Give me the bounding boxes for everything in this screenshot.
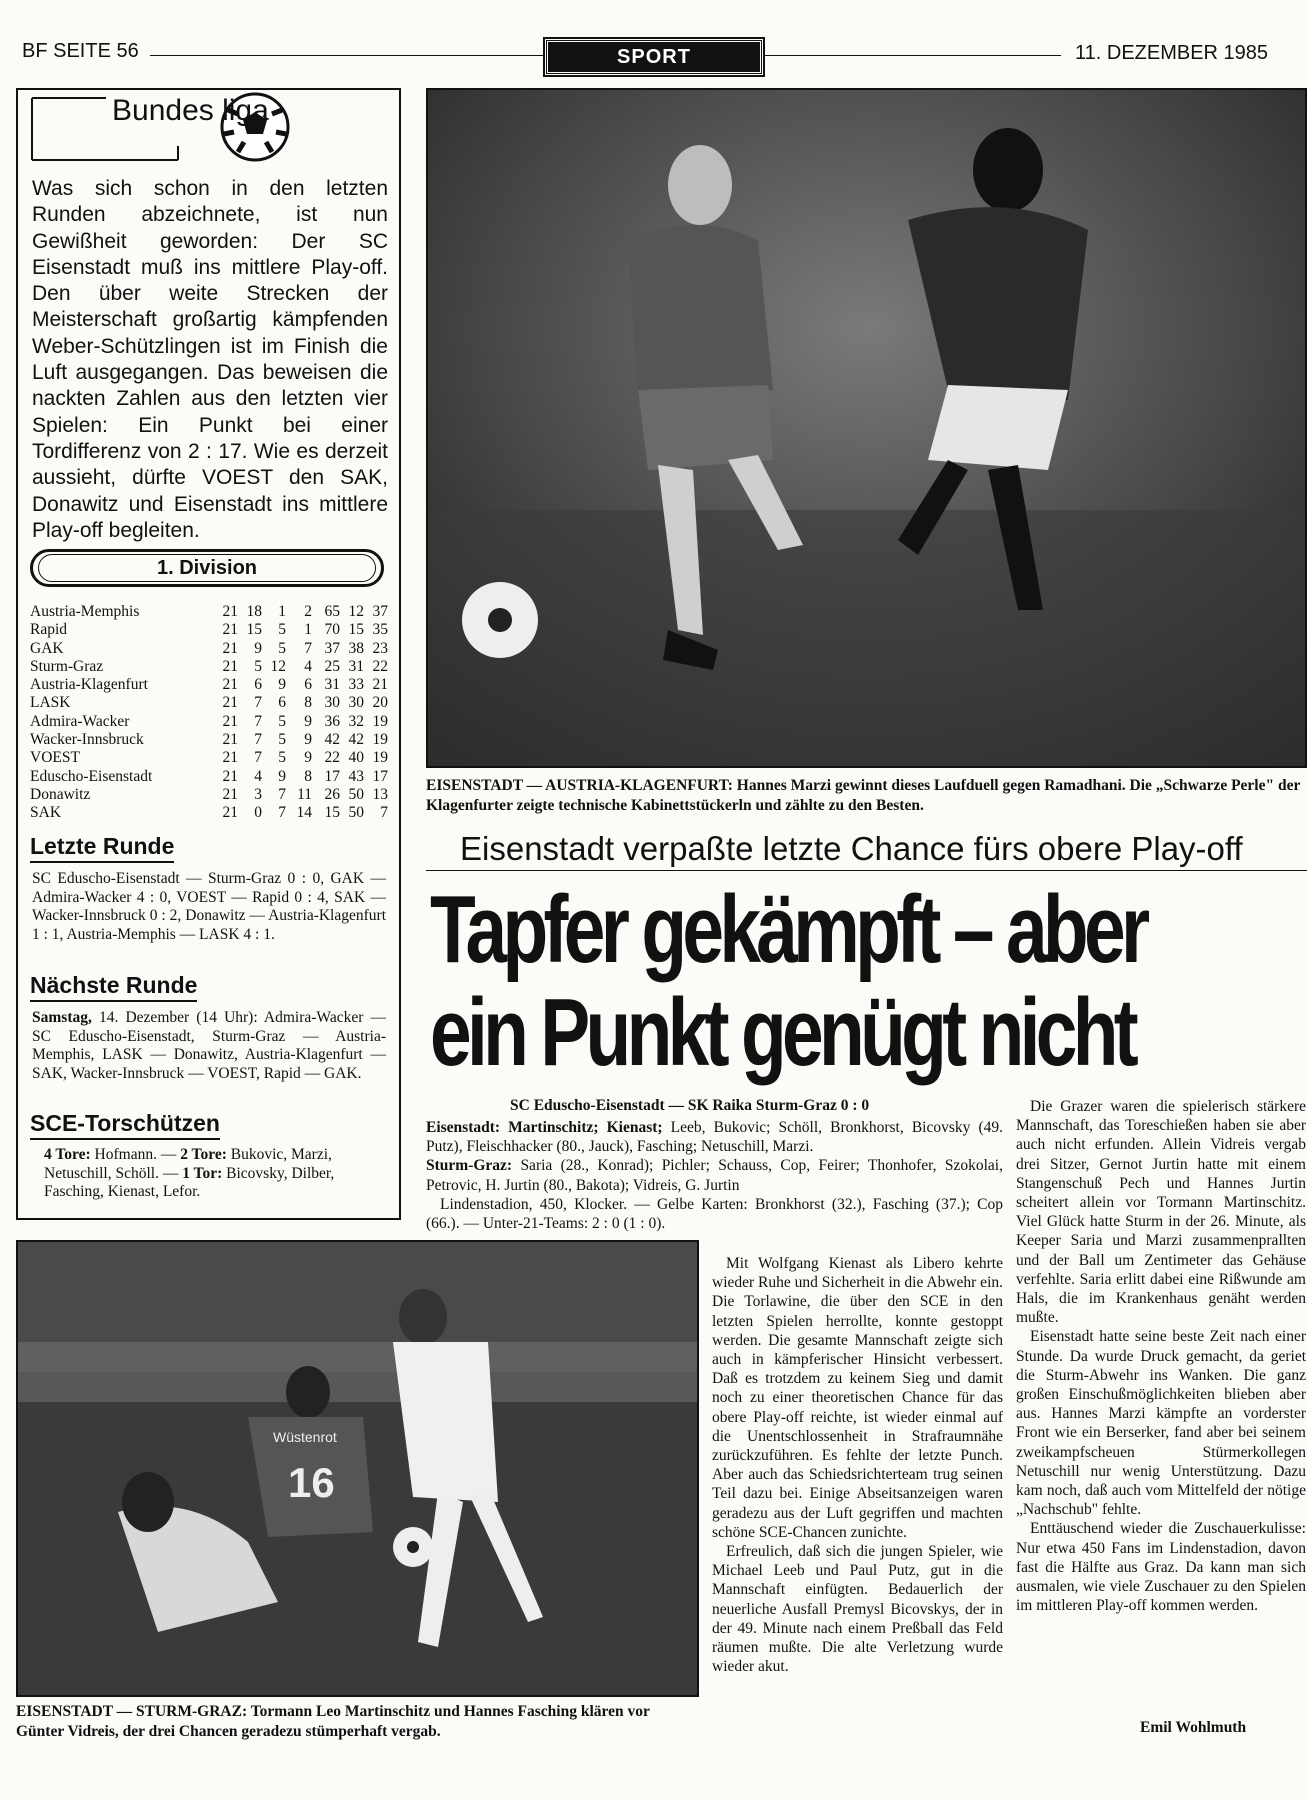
table-row bbox=[30, 713, 388, 731]
photo-caption-top: EISENSTADT — AUSTRIA-KLAGENFURT: Hannes Marzi gewinnt dieses Laufduell gegen Ramadhani. Die „Schwarze Perle" der Klagenfurter zeigte technische Kabinettstückerln und zählte zu den Besten. bbox=[426, 777, 1301, 814]
team-name: Austria-Memphis bbox=[30, 603, 140, 620]
table-cell-tp: 17 bbox=[324, 767, 340, 785]
table-cell-p: 19 bbox=[372, 712, 388, 730]
table-cell-p: 19 bbox=[372, 731, 388, 749]
table-cell-tp: 70 bbox=[324, 621, 340, 639]
table-cell-tm: 50 bbox=[348, 785, 364, 803]
table-cell-tp: 26 bbox=[324, 785, 340, 803]
table-cell-p: 13 bbox=[372, 785, 388, 803]
team-name: Wacker-Innsbruck bbox=[30, 731, 144, 749]
table-cell-sp: 21 bbox=[222, 731, 238, 749]
scorers-list bbox=[44, 1146, 386, 1202]
photo-caption-bottom: EISENSTADT — STURM-GRAZ: Tormann Leo Martinschitz und Hannes Fasching klären vor Günter Vidreis, der drei Chancen geradezu stümperhaft vergab. bbox=[16, 1703, 650, 1740]
scorers-2-label: 2 Tore: bbox=[180, 1146, 227, 1163]
intro-text: Was sich schon in den letzten Runden abzeichnete, ist nun Gewißheit geworden: Der SC Eisenstadt muß ins mittlere Play-off. Den über weite Strecken der Meisterschaft großartig kämpfenden Weber-Schützlingen ist im Finish die Luft ausgegangen. Das beweisen die nackten Zahlen aus den letzten vier Spielen: Ein Punkt bei einer Tordifferenz von 2 : 17. Wie es derzeit aussieht, dürfte VOEST den SAK, Donawitz und Eisenstadt ins mittlere Play-off begleiten. bbox=[32, 177, 388, 542]
table-cell-tm: 12 bbox=[348, 603, 364, 620]
table-cell-u: 9 bbox=[278, 676, 286, 694]
match-lineups bbox=[426, 1118, 1003, 1233]
article-paragraph: Die Grazer waren die spielerisch stärkere Mannschaft, das Toreschießen haben sie aber auch nicht erfunden. Allein Vidreis vergab drei Sitzer, Gernot Jurtin hatte mit einem Stangenschuß Pech und Hannes Jurtin scheitert allein vor Tormann Martinschitz. Viel Glück hatte Sturm in der 26. Minute, als Keeper Saria und Marzi zusammenprallten und der Ball um Zentimeter das Gehäuse verfehlte. Saria erlitt dabei eine Rißwunde am Hals, die im Krankenhaus genäht werden mußte. bbox=[1016, 1098, 1306, 1327]
bundesliga-logo-text: Bundes liga bbox=[112, 94, 269, 127]
table-row bbox=[30, 640, 388, 658]
article-paragraph: Mit Wolfgang Kienast als Libero kehrte wieder Ruhe und Sicherheit in die Abwehr ein. Die Torlawine, die über den SCE in den letzten Spielen herrollte, konnte gestoppt werden. Die gesamte Mannschaft zeigte sich auch in kämpferischer Hinsicht verbessert. Daß es trotzdem zu keinem Sieg und damit noch zu einer theoretischen Chance für das obere Play-off reichte, ist wieder einmal auf die Unentschlossenheit in Strafraumnähe zurückzuführen. Es fehlte der letzte Punch. Aber auch das Schiedsrichterteam trug seinen Teil dazu bei. Einige Abseitsanzeigen waren geradezu aus der Luft gegriffen und machten schöne SCE-Chancen zunichte. bbox=[712, 1255, 1003, 1541]
team-name: SAK bbox=[30, 804, 62, 822]
table-cell-s: 3 bbox=[254, 785, 262, 803]
photo-eisenstadt-klagenfurt bbox=[426, 88, 1307, 768]
scorers-heading: SCE-Torschützen bbox=[30, 1110, 220, 1140]
table-cell-tm: 42 bbox=[348, 731, 364, 749]
table-row bbox=[30, 621, 388, 639]
table-cell-tm: 31 bbox=[348, 657, 364, 675]
table-cell-u: 7 bbox=[278, 804, 286, 822]
table-cell-sp: 21 bbox=[222, 767, 238, 785]
shirt-number: 16 bbox=[288, 1459, 335, 1506]
table-cell-p: 22 bbox=[372, 657, 388, 675]
table-cell-tm: 33 bbox=[348, 676, 364, 694]
table-cell-tp: 25 bbox=[324, 657, 340, 675]
lineup-away-label: Sturm-Graz: bbox=[426, 1157, 513, 1175]
table-row bbox=[30, 731, 388, 749]
team-name: Donawitz bbox=[30, 785, 91, 803]
team-name: Austria-Klagenfurt bbox=[30, 676, 148, 694]
table-cell-n: 9 bbox=[304, 749, 312, 767]
article-column-2 bbox=[1016, 1097, 1306, 1615]
match-details: Lindenstadion, 450, Klocker. — Gelbe Karten: Bronkhorst (32.), Fasching (37.); Cop (66.). — Unter-21-Teams: 2 : 0 (1 : 0). bbox=[426, 1195, 1003, 1233]
table-cell-p: 35 bbox=[372, 621, 388, 639]
table-cell-tp: 36 bbox=[324, 712, 340, 730]
scorers-2: Bukovic, Marzi, Netuschill, Schöll. — bbox=[44, 1146, 332, 1182]
table-cell-tm: 50 bbox=[348, 804, 364, 822]
table-cell-p: 19 bbox=[372, 749, 388, 767]
article-column-1 bbox=[712, 1254, 1003, 1676]
lineup-home-label: Eisenstadt: Martinschitz; Kienast; bbox=[426, 1119, 663, 1136]
table-cell-u: 5 bbox=[278, 639, 286, 657]
table-cell-n: 6 bbox=[304, 676, 312, 694]
table-cell-tm: 30 bbox=[348, 694, 364, 712]
table-cell-tp: 37 bbox=[324, 639, 340, 657]
table-cell-p: 21 bbox=[372, 676, 388, 694]
table-cell-p: 23 bbox=[372, 639, 388, 657]
table-cell-tp: 15 bbox=[324, 804, 340, 822]
table-row bbox=[30, 786, 388, 804]
table-cell-u: 12 bbox=[270, 657, 286, 675]
table-cell-s: 5 bbox=[254, 657, 262, 675]
table-cell-s: 15 bbox=[246, 621, 262, 639]
table-row bbox=[30, 768, 388, 786]
next-round-heading: Nächste Runde bbox=[30, 972, 197, 1002]
team-name: VOEST bbox=[30, 749, 80, 767]
table-cell-tp: 42 bbox=[324, 731, 340, 749]
table-cell-n: 8 bbox=[304, 694, 312, 712]
table-row bbox=[30, 694, 388, 712]
article-paragraph: Erfreulich, daß sich die jungen Spieler, wie Michael Leeb und Paul Putz, gut in die Mannschaft einfügten. Bedauerlich der neuerliche Ausfall Premysl Bicovskys, der in der 49. Minute nach einem Preßball das Feld räumen mußte. Die alte Verletzung wurde wieder akut. bbox=[712, 1543, 1003, 1676]
table-cell-s: 0 bbox=[254, 804, 262, 822]
table-cell-sp: 21 bbox=[222, 785, 238, 803]
table-cell-n: 4 bbox=[304, 657, 312, 675]
section-label: SPORT bbox=[545, 39, 763, 75]
team-name: Eduscho-Eisenstadt bbox=[30, 767, 153, 785]
table-cell-tp: 65 bbox=[324, 603, 340, 620]
table-row bbox=[30, 658, 388, 676]
next-round-text: 14. Dezember (14 Uhr): Admira-Wacker — SC Eduscho-Eisenstadt, Sturm-Graz — Austria-Memphis, LASK — Donawitz, Austria-Klagenfurt — SAK, Wacker-Innsbruck — VOEST, Rapid — GAK. bbox=[32, 1009, 386, 1082]
headline-line-1: Tapfer gekämpft – aber bbox=[430, 876, 1146, 983]
team-name: GAK bbox=[30, 639, 64, 657]
table-cell-u: 5 bbox=[278, 731, 286, 749]
table-cell-s: 4 bbox=[254, 767, 262, 785]
headline-line-2: ein Punkt genügt nicht bbox=[430, 979, 1135, 1086]
team-name: LASK bbox=[30, 694, 71, 712]
table-cell-n: 14 bbox=[296, 804, 312, 822]
last-round-heading: Letzte Runde bbox=[30, 833, 174, 863]
division-title: 1. Division bbox=[38, 554, 376, 582]
table-cell-sp: 21 bbox=[222, 621, 238, 639]
table-cell-sp: 21 bbox=[222, 804, 238, 822]
table-cell-u: 7 bbox=[278, 785, 286, 803]
table-cell-tp: 31 bbox=[324, 676, 340, 694]
scorers-1-label: 1 Tor: bbox=[182, 1164, 223, 1182]
table-cell-sp: 21 bbox=[222, 694, 238, 712]
article-paragraph: Enttäuschend wieder die Zuschauerkulisse: Nur etwa 450 Fans im Lindenstadion, davon fast die Hälfte aus Graz. Da kann man sich ausmalen, wie viele Zuschauer zu den Spielen im mittleren Play-off kommen werden. bbox=[1016, 1520, 1306, 1615]
table-cell-u: 6 bbox=[278, 694, 286, 712]
table-cell-n: 8 bbox=[304, 767, 312, 785]
table-cell-sp: 21 bbox=[222, 676, 238, 694]
table-cell-p: 7 bbox=[380, 804, 388, 822]
table-cell-sp: 21 bbox=[222, 603, 238, 620]
scorers-4-label: 4 Tore: bbox=[44, 1146, 91, 1163]
table-cell-s: 7 bbox=[254, 712, 262, 730]
table-cell-n: 1 bbox=[304, 621, 312, 639]
table-cell-n: 11 bbox=[297, 785, 312, 803]
table-cell-sp: 21 bbox=[222, 712, 238, 730]
table-cell-n: 7 bbox=[304, 639, 312, 657]
table-row bbox=[30, 676, 388, 694]
table-row bbox=[30, 603, 388, 621]
photo-illustration bbox=[428, 90, 1307, 768]
table-cell-tp: 22 bbox=[324, 749, 340, 767]
table-cell-p: 17 bbox=[372, 767, 388, 785]
header-rule bbox=[763, 55, 1061, 56]
table-row bbox=[30, 749, 388, 767]
table-cell-u: 5 bbox=[278, 749, 286, 767]
scorers-4: Hofmann. — bbox=[90, 1146, 181, 1163]
table-cell-p: 20 bbox=[372, 694, 388, 712]
table-cell-u: 5 bbox=[278, 621, 286, 639]
table-cell-n: 2 bbox=[304, 603, 312, 620]
photo-eisenstadt-sturm bbox=[16, 1240, 699, 1697]
table-cell-p: 37 bbox=[372, 603, 388, 620]
scorers-1: Bicovsky, Dilber, Fasching, Kienast, Lefor. bbox=[44, 1164, 335, 1201]
table-cell-tm: 15 bbox=[348, 621, 364, 639]
kicker: Eisenstadt verpaßte letzte Chance fürs obere Play-off bbox=[460, 830, 1243, 867]
lineup-home: Leeb, Bukovic; Schöll, Bronkhorst, Bicovsky (49. Putz), Fleischhacker (80., Jauck), Fasching; Netuschill, Marzi. bbox=[426, 1119, 1003, 1156]
table-cell-tm: 38 bbox=[348, 639, 364, 657]
table-cell-sp: 21 bbox=[222, 657, 238, 675]
next-round-day: Samstag, bbox=[32, 1009, 92, 1026]
table-cell-s: 9 bbox=[254, 639, 262, 657]
table-cell-s: 7 bbox=[254, 694, 262, 712]
kicker-rule bbox=[426, 870, 1307, 871]
league-table bbox=[30, 603, 388, 823]
team-name: Sturm-Graz bbox=[30, 657, 104, 675]
table-cell-tp: 30 bbox=[324, 694, 340, 712]
table-cell-n: 9 bbox=[304, 712, 312, 730]
table-cell-sp: 21 bbox=[222, 749, 238, 767]
next-round-fixtures bbox=[32, 1009, 386, 1083]
table-cell-n: 9 bbox=[304, 731, 312, 749]
byline: Emil Wohlmuth bbox=[1140, 1719, 1247, 1736]
table-cell-s: 6 bbox=[254, 676, 262, 694]
shirt-sponsor: Wüstenrot bbox=[273, 1429, 337, 1445]
table-cell-u: 1 bbox=[278, 603, 286, 620]
table-cell-u: 5 bbox=[278, 712, 286, 730]
table-row bbox=[30, 804, 388, 822]
photo-illustration bbox=[18, 1242, 699, 1697]
table-cell-s: 7 bbox=[254, 731, 262, 749]
table-cell-s: 18 bbox=[246, 603, 262, 620]
table-cell-s: 7 bbox=[254, 749, 262, 767]
last-round-results: SC Eduscho-Eisenstadt — Sturm-Graz 0 : 0, GAK — Admira-Wacker 4 : 0, VOEST — Rapid 0 : 4, SAK — Wacker-Innsbruck 0 : 2, Donawitz — Austria-Klagenfurt 1 : 1, Austria-Memphis — LASK 4 : 1. bbox=[32, 870, 386, 943]
table-cell-tm: 40 bbox=[348, 749, 364, 767]
headline bbox=[430, 876, 1146, 1086]
table-cell-sp: 21 bbox=[222, 639, 238, 657]
match-title: SC Eduscho-Eisenstadt — SK Raika Sturm-Graz 0 : 0 bbox=[510, 1097, 870, 1114]
lineup-away: Saria (28., Konrad); Pichler; Schauss, Cop, Feirer; Thonhofer, Szokolai, Petrovic, H. Jurtin (80., Bakota); Vidreis, G. Jurtin bbox=[426, 1157, 1003, 1194]
team-name: Rapid bbox=[30, 621, 68, 639]
team-name: Admira-Wacker bbox=[30, 712, 130, 730]
header-rule bbox=[150, 55, 545, 56]
article-paragraph: Eisenstadt hatte seine beste Zeit nach einer Stunde. Da wurde Druck gemacht, da geriet die Sturm-Abwehr ins Wanken. Die ganz großen Einschußmöglichkeiten blieben aber aus. Hannes Marzi kämpfte an vorderster Front wie ein Berserker, fand aber bei seinem zweikampfscheuen Stürmerkollegen Netuschill nur wenig Unterstützung. Dazu kam noch, daß auch vom Mittelfeld der nötige „Nachschub" fehlte. bbox=[1016, 1328, 1306, 1519]
page-number: BF SEITE 56 bbox=[22, 40, 139, 62]
table-cell-tm: 32 bbox=[348, 712, 364, 730]
table-cell-u: 9 bbox=[278, 767, 286, 785]
table-cell-tm: 43 bbox=[348, 767, 364, 785]
issue-date: 11. DEZEMBER 1985 bbox=[1075, 42, 1269, 64]
